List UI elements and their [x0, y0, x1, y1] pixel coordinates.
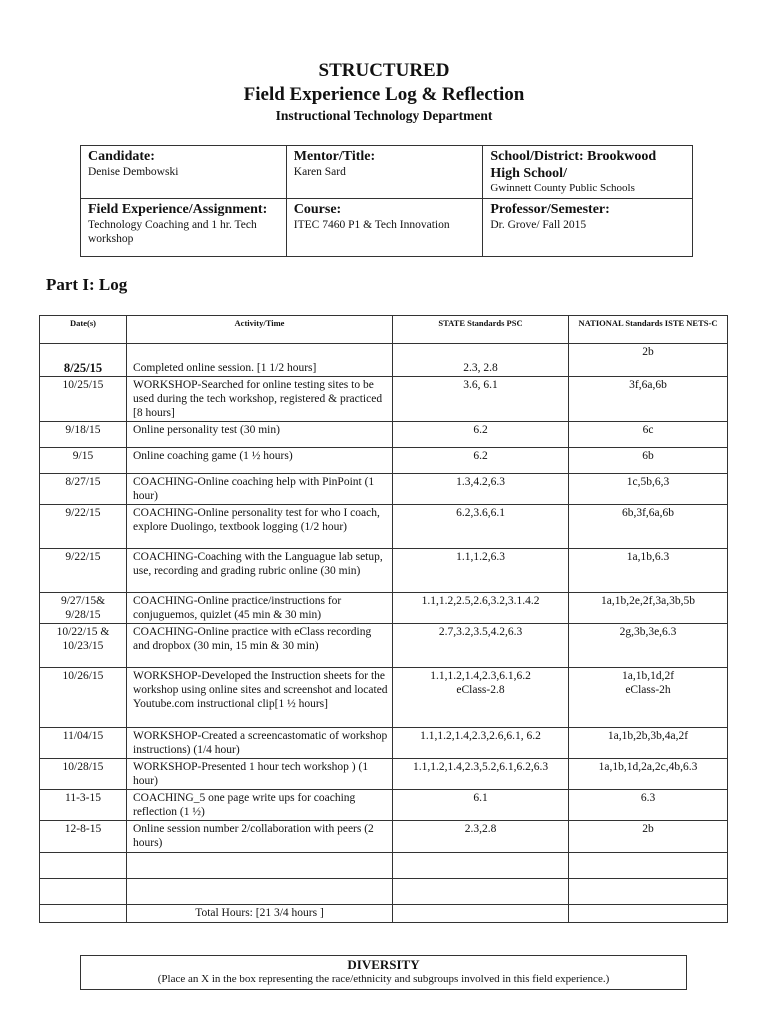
total-hours: Total Hours: [21 3/4 hours ] [127, 905, 393, 923]
log-date: 11/04/15 [40, 728, 127, 759]
log-body [40, 344, 728, 923]
log-state-standards [393, 422, 569, 448]
national-standards-value: 1a,1b,1d,2f [621, 670, 675, 682]
log-activity: COACHING-Online personality test for who I coach, explore Duolingo, textbook logging (1/2 hour) [127, 505, 393, 549]
info-table [80, 145, 693, 257]
date-header: Date(s) [40, 316, 127, 344]
national-standards-value: 6.3 [640, 792, 656, 804]
empty-cell [40, 879, 127, 905]
log-total-row [40, 905, 728, 923]
log-activity: Online session number 2/collaboration with peers (2 hours) [127, 821, 393, 853]
log-state-standards [393, 593, 569, 624]
log-state-standards [393, 624, 569, 668]
log-activity: COACHING-Online coaching help with PinPoint (1 hour) [127, 474, 393, 505]
national-standards-value: 1a,1b,1d,2a,2c,4b,6.3 [598, 761, 698, 773]
log-state-standards [393, 549, 569, 593]
log-date: 10/28/15 [40, 759, 127, 790]
national-standards-value: 1c,5b,6,3 [626, 476, 670, 488]
log-national-standards [569, 593, 728, 624]
log-national-standards [569, 377, 728, 422]
assignment-label: Field Experience/Assignment: [88, 202, 268, 217]
title-department: Instructional Technology Department [275, 108, 493, 123]
course-cell [286, 199, 483, 257]
log-activity: Completed online session. [1 1/2 hours] [127, 344, 393, 377]
log-row [40, 448, 728, 474]
log-activity: WORKSHOP-Searched for online testing sites to be used during the tech workshop, registered & practiced [8 hours] [127, 377, 393, 422]
log-date: 10/25/15 [40, 377, 127, 422]
log-table [39, 315, 728, 923]
state-standards-value: 1.1,1.2,2.5,2.6,3.2,3.1.4.2 [421, 595, 540, 607]
log-activity: WORKSHOP-Presented 1 hour tech workshop ) (1 hour) [127, 759, 393, 790]
state-standards-value: 1.1,1.2,1.4,2.3,2.6,6.1, 6.2 [420, 730, 541, 742]
log-activity: Online coaching game (1 ½ hours) [127, 448, 393, 474]
state-standards-eclass: eClass-2.8 [456, 684, 505, 696]
diversity-table [80, 955, 687, 990]
log-state-standards [393, 505, 569, 549]
course-label: Course: [293, 202, 342, 217]
state-standards-value: 6.2 [473, 450, 488, 462]
log-row [40, 790, 728, 821]
log-row [40, 549, 728, 593]
state-standards-value: 2.3,2.8 [464, 823, 497, 835]
title-field-experience: Field Experience Log & Reflection [243, 84, 525, 105]
national-standards-eclass: eClass-2h [625, 684, 671, 696]
state-standards-value: 6.1 [473, 792, 488, 804]
state-standards-value: 1.1,1.2,6.3 [456, 551, 505, 563]
log-date: 9/22/15 [40, 505, 127, 549]
school-label: School/District: Brookwood High School/ [490, 149, 657, 181]
national-standards-value: 1a,1b,6.3 [626, 551, 670, 563]
national-standards-header: NATIONAL Standards ISTE NETS-C [569, 316, 728, 344]
empty-cell [393, 879, 569, 905]
log-date: 9/15 [40, 448, 127, 474]
log-state-standards [393, 759, 569, 790]
log-state-standards [393, 821, 569, 853]
diversity-title: DIVERSITY [347, 957, 420, 972]
empty-cell [569, 853, 728, 879]
national-standards-value: 1a,1b,2b,3b,4a,2f [607, 730, 689, 742]
log-state-standards [393, 344, 569, 377]
national-standards-value: 2b [642, 823, 654, 835]
log-activity: Online personality test (30 min) [127, 422, 393, 448]
mentor-label: Mentor/Title: [293, 149, 376, 164]
candidate-cell [81, 146, 287, 199]
national-standards-value: 6c [642, 424, 654, 436]
log-row [40, 377, 728, 422]
log-row [40, 474, 728, 505]
state-standards-value: 6.2 [473, 424, 488, 436]
national-standards-value: 2b [642, 346, 654, 358]
state-standards-value: 2.3, 2.8 [463, 362, 498, 374]
empty-cell [569, 905, 728, 923]
diversity-instructions: (Place an X in the box representing the race/ethnicity and subgroups involved in this field experience.) [157, 973, 610, 985]
empty-cell [393, 853, 569, 879]
state-standards-value: 1.1,1.2,1.4,2.3,6.1,6.2 [430, 670, 531, 682]
log-date: 9/18/15 [40, 422, 127, 448]
title-structured: STRUCTURED [318, 60, 450, 81]
log-national-standards [569, 422, 728, 448]
log-date: 9/27/15& 9/28/15 [40, 593, 127, 624]
log-row [40, 821, 728, 853]
candidate-value: Denise Dembowski [88, 166, 179, 178]
log-date: 11-3-15 [40, 790, 127, 821]
log-state-standards [393, 790, 569, 821]
state-standards-value: 3.6, 6.1 [463, 379, 498, 391]
log-state-standards [393, 377, 569, 422]
school-value: Gwinnett County Public Schools [490, 182, 635, 194]
professor-value: Dr. Grove/ Fall 2015 [490, 219, 587, 231]
mentor-cell [286, 146, 483, 199]
log-national-standards [569, 624, 728, 668]
log-empty-row [40, 853, 728, 879]
log-activity: COACHING-Online practice/instructions for conjuguemos, quizlet (45 min & 30 min) [127, 593, 393, 624]
log-national-standards [569, 505, 728, 549]
log-row [40, 728, 728, 759]
log-row [40, 344, 728, 377]
log-activity: COACHING_5 one page write ups for coaching reflection (1 ½) [127, 790, 393, 821]
national-standards-value: 6b,3f,6a,6b [621, 507, 675, 519]
national-standards-value: 6b [642, 450, 654, 462]
log-empty-row [40, 879, 728, 905]
empty-cell [40, 905, 127, 923]
log-national-standards [569, 549, 728, 593]
log-date: 12-8-15 [40, 821, 127, 853]
empty-cell [127, 879, 393, 905]
log-row [40, 593, 728, 624]
national-standards-value: 3f,6a,6b [629, 379, 667, 391]
activity-header: Activity/Time [127, 316, 393, 344]
diversity-cell [81, 956, 687, 990]
log-national-standards [569, 344, 728, 377]
state-standards-value: 1.1,1.2,1.4,2.3,5.2,6.1,6.2,6.3 [412, 761, 549, 773]
log-row [40, 624, 728, 668]
empty-cell [40, 853, 127, 879]
log-header-row [40, 316, 728, 344]
candidate-label: Candidate: [88, 149, 155, 164]
log-activity: COACHING-Online practice with eClass recording and dropbox (30 min, 15 min & 30 min) [127, 624, 393, 668]
professor-label: Professor/Semester: [490, 202, 610, 217]
log-activity: COACHING-Coaching with the Languague lab setup, use, recording and grading rubric online (30 min) [127, 549, 393, 593]
assignment-cell [81, 199, 287, 257]
log-national-standards [569, 790, 728, 821]
log-national-standards [569, 668, 728, 728]
empty-cell [569, 879, 728, 905]
log-row [40, 422, 728, 448]
log-date: 9/22/15 [40, 549, 127, 593]
national-standards-value: 1a,1b,2e,2f,3a,3b,5b [601, 595, 695, 607]
log-national-standards [569, 821, 728, 853]
log-date: 10/26/15 [40, 668, 127, 728]
log-national-standards [569, 728, 728, 759]
professor-cell [483, 199, 693, 257]
school-cell [483, 146, 693, 199]
log-row [40, 505, 728, 549]
log-date: 8/27/15 [40, 474, 127, 505]
part-one-title: Part I: Log [46, 275, 128, 294]
log-state-standards [393, 728, 569, 759]
state-standards-value: 2.7,3.2,3.5,4.2,6.3 [438, 626, 523, 638]
log-activity: WORKSHOP-Created a screencastomatic of workshop instructions) (1/4 hour) [127, 728, 393, 759]
log-date: 8/25/15 [40, 344, 127, 377]
state-standards-value: 1.3,4.2,6.3 [456, 476, 505, 488]
mentor-value: Karen Sard [293, 166, 346, 178]
empty-cell [127, 853, 393, 879]
log-state-standards [393, 448, 569, 474]
log-row [40, 668, 728, 728]
log-state-standards [393, 474, 569, 505]
log-national-standards [569, 759, 728, 790]
empty-cell [393, 905, 569, 923]
log-activity: WORKSHOP-Developed the Instruction sheets for the workshop using online sites and screenshot and located Youtube.com instructional clip[1 ½ hours] [127, 668, 393, 728]
national-standards-value: 2g,3b,3e,6.3 [619, 626, 677, 638]
course-value: ITEC 7460 P1 & Tech Innovation [293, 219, 450, 231]
log-state-standards [393, 668, 569, 728]
log-national-standards [569, 448, 728, 474]
assignment-value: Technology Coaching and 1 hr. Tech workshop [88, 219, 257, 245]
state-standards-value: 6.2,3.6,6.1 [456, 507, 505, 519]
log-date: 10/22/15 & 10/23/15 [40, 624, 127, 668]
state-standards-header: STATE Standards PSC [393, 316, 569, 344]
log-national-standards [569, 474, 728, 505]
log-row [40, 759, 728, 790]
